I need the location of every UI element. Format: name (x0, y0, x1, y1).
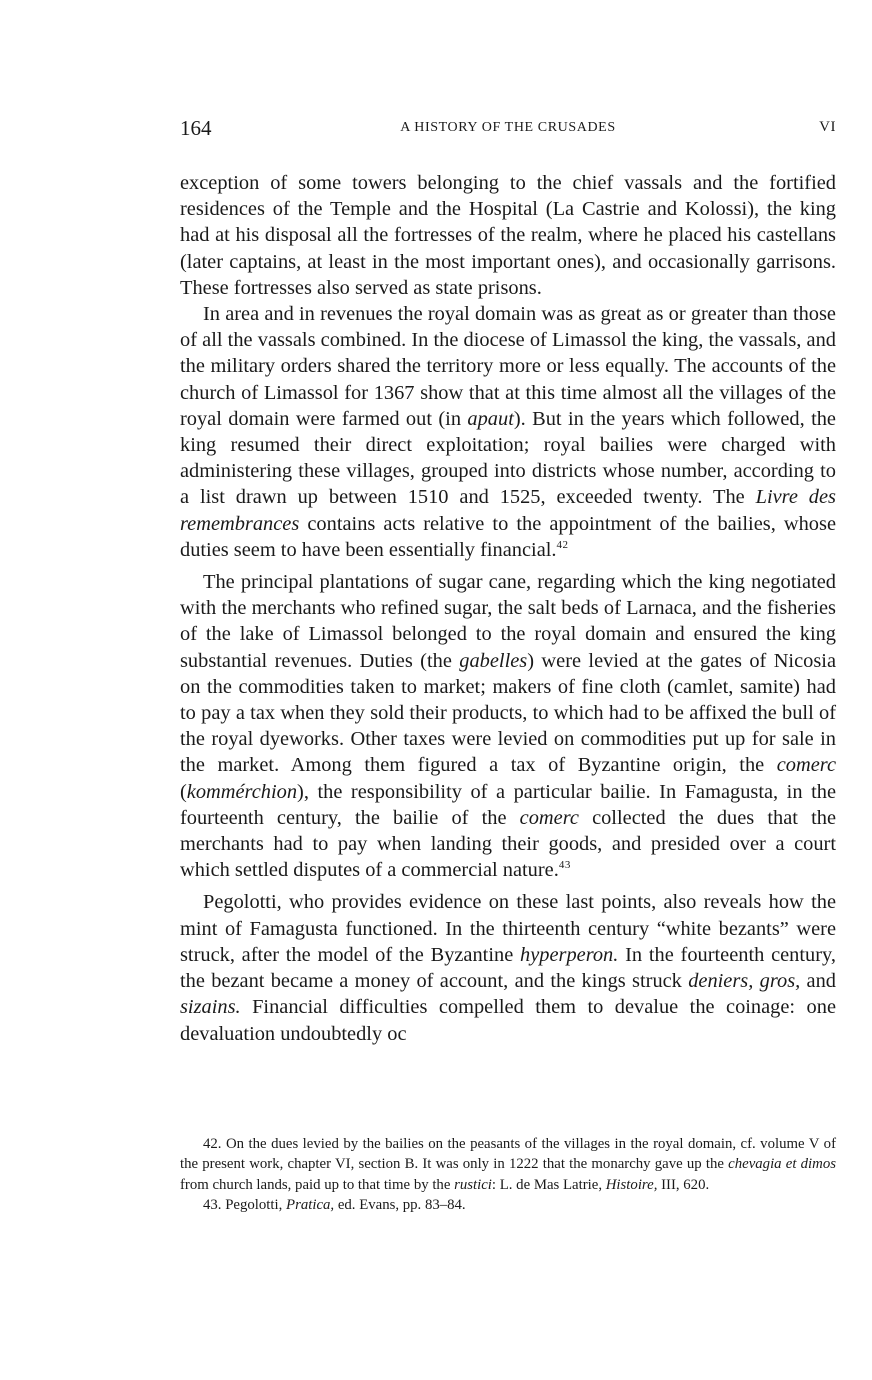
main-text (180, 170, 836, 1047)
footnote-42: 42. On the dues levied by the bailies on the peasants of the villages in the royal domain, cf. volume V of the present work, chapter VI, section B. It was only in 1222 that the monarchy gave up the chevagia et dimos from church lands, paid up to that time by the rustici: L. de Mas Latrie, Histoire, III, 620. (180, 1136, 836, 1193)
running-title: A HISTORY OF THE CRUSADES (400, 120, 616, 135)
paragraph-3: The principal plantations of sugar cane, regarding which the king negotiated with the merchants who refined sugar, the salt beds of Larnaca, and the fisheries of the lake of Limassol belonged to the royal domain and ensured the king substantial revenues. Duties (the gabelles) were levied at the gates of Nicosia on the commodities taken to market; makers of fine cloth (camlet, samite) had to pay a tax when they sold their products, to which had to be affixed the bull of the royal dyeworks. Other taxes were levied on commodities put up for sale in the market. Among them figured a tax of Byzantine origin, the comerc (kommérchion), the responsibility of a particular bailie. In Famagusta, in the fourteenth century, the bailie of the comerc collected the dues that the merchants had to pay when landing their goods, and presided over a court which settled disputes of a commercial nature.$^{43}$ (180, 571, 836, 882)
footnote-ref-43[interactable]: 43 (558, 859, 571, 872)
chapter-number: VI (819, 119, 836, 135)
footnote-ref-42[interactable]: 42 (556, 538, 569, 551)
paragraph-4: Pegolotti, who provides evidence on these last points, also reveals how the mint of Famagusta functioned. In the thirteenth century “white bezants” were struck, after the model of the Byzantine hyperperon. In the fourteenth century, the bezant became a money of account, and the kings struck deniers, gros, and sizains. Financial difficulties compelled them to devalue the coinage: one devaluation undoubtedly oc (180, 891, 837, 1045)
paragraph-2: In area and in revenues the royal domain was as great as or greater than those of all the vassals combined. In the diocese of Limassol the king, the vassals, and the military orders shared the territory more or less equally. The accounts of the church of Limassol for 1367 show that at this time almost all the villages of the royal domain were farmed out (in apaut). But in the years which followed, the king resumed their direct exploitation; royal bailies were charged with administering these villages, grouped into districts whose number, according to a list drawn up between 1510 and 1525, exceeded twenty. The Livre des remembrances contains acts relative to the appointment of the bailies, whose duties seem to have been essentially financial.$^{42}$ (180, 303, 836, 561)
running-header (180, 116, 836, 146)
page-number: 164 (180, 116, 212, 140)
footnote-43: 43. Pegolotti, Pratica, ed. Evans, pp. 83–84. (203, 1197, 466, 1214)
paragraph-1: exception of some towers belonging to the chief vassals and the fortified residences of the Temple and the Hospital (La Castrie and Kolossi), the king had at his disposal all the fortresses of the realm, where he placed his castellans (later captains, at least in the most important ones), and occasionally garrisons. These fortresses also served as state prisons. (180, 172, 836, 299)
footnotes (180, 1134, 836, 1216)
